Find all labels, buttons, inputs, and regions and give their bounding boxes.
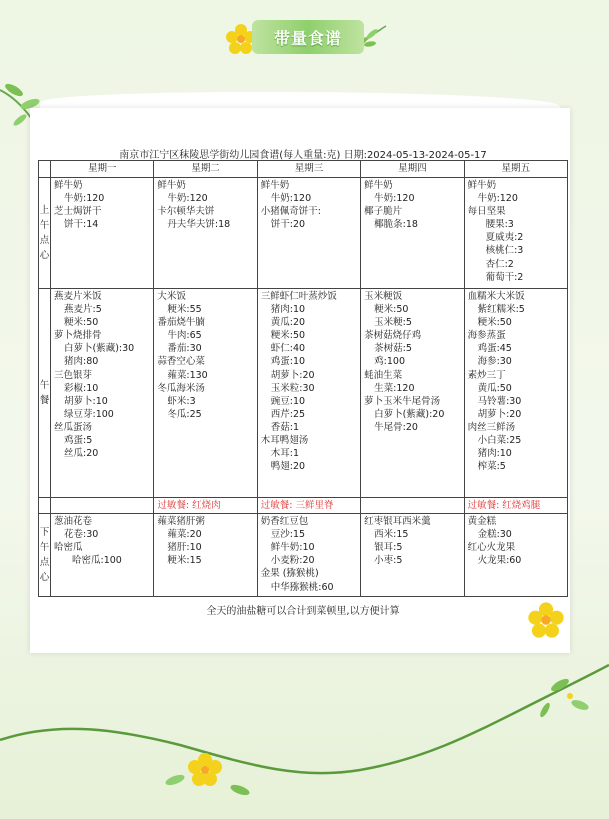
meal-row xyxy=(39,498,568,514)
menu-line: 火龙果:60 xyxy=(477,555,522,567)
meal-label-char: 上 xyxy=(39,205,50,216)
menu-line: 哈密瓜:100 xyxy=(72,555,122,567)
meal-label xyxy=(39,514,51,597)
menu-line: 鲜牛奶 xyxy=(260,180,290,191)
flower-icon-right xyxy=(526,600,566,640)
menu-line: 牛奶:120 xyxy=(374,193,415,205)
menu-line: 番茄:30 xyxy=(167,343,202,355)
menu-line: 茶树菇:5 xyxy=(374,343,412,355)
menu-line: 白萝卜(紫藏):30 xyxy=(64,343,135,355)
menu-line: 芝士焗饼干 xyxy=(54,206,102,218)
corner-cell xyxy=(39,161,51,178)
menu-line: 椰子脆片 xyxy=(364,206,403,218)
meal-label-char: 心 xyxy=(39,250,50,261)
menu-line: 虾米:3 xyxy=(167,395,196,407)
menu-line: 小猪佩奇饼干: xyxy=(260,206,321,218)
menu-line xyxy=(54,499,150,512)
menu-cell xyxy=(464,178,567,289)
menu-line: 绿豆芽:100 xyxy=(64,408,114,420)
menu-line: 饼干:20 xyxy=(270,219,306,231)
menu-line: 丹夫华夫饼:18 xyxy=(167,219,231,231)
menu-line: 肉丝三鲜汤 xyxy=(467,421,516,433)
menu-line: 粳米:50 xyxy=(64,317,99,329)
menu-line: 胡萝卜:10 xyxy=(64,395,108,407)
menu-cell xyxy=(257,514,360,597)
menu-line: 生菜:120 xyxy=(374,382,415,394)
menu-line: 玉米粳饭 xyxy=(364,291,403,302)
menu-line: 素炒三丁 xyxy=(467,369,506,381)
allergy-cell xyxy=(51,498,154,514)
menu-line: 椰脆条:18 xyxy=(374,219,418,231)
meal-label-char: 点 xyxy=(39,557,50,569)
menu-cell xyxy=(154,178,257,289)
menu-line: 冬瓜海米汤 xyxy=(157,382,205,394)
day-header: 星期五 xyxy=(464,161,567,178)
menu-line: 血糯米大米饭 xyxy=(467,291,525,302)
menu-line: 茶树菇烧仔鸡 xyxy=(364,330,422,342)
menu-line: 胡萝卜:20 xyxy=(477,408,522,420)
meal-label-char: 下 xyxy=(39,527,50,539)
menu-cell xyxy=(51,514,154,597)
menu-line: 鸡蛋:5 xyxy=(64,435,93,447)
menu-line: 牛尾骨:20 xyxy=(374,421,418,433)
meal-row xyxy=(39,289,568,498)
menu-line: 蒜香空心菜 xyxy=(157,356,205,368)
menu-line: 西米:15 xyxy=(374,529,409,541)
menu-cell xyxy=(464,289,567,498)
menu-line: 金果 (猕猴桃) xyxy=(260,568,319,580)
menu-line: 卡尔顿华夫饼 xyxy=(157,206,215,218)
menu-line: 大米饭 xyxy=(157,291,186,302)
menu-line: 粳米:50 xyxy=(374,304,409,316)
menu-cell xyxy=(51,178,154,289)
menu-line: 饼干:14 xyxy=(64,219,99,231)
menu-line: 丝瓜:20 xyxy=(64,448,99,460)
menu-line: 猪肝:10 xyxy=(167,542,202,554)
menu-line: 小麦粉:20 xyxy=(270,555,315,567)
menu-line: 过敏餐: 三鲜里脊 xyxy=(260,500,334,511)
menu-line: 杏仁:2 xyxy=(485,258,514,270)
menu-line: 葱油花卷 xyxy=(54,516,93,528)
page-title: 带量食谱 xyxy=(252,20,364,54)
menu-line: 胡萝卜:20 xyxy=(270,369,315,381)
menu-line: 木耳:1 xyxy=(270,448,300,460)
menu-line: 白萝卜(紫藏):20 xyxy=(374,408,445,420)
menu-line: 过敏餐: 红烧鸡腿 xyxy=(467,500,541,511)
menu-line: 猪肉:10 xyxy=(477,448,512,460)
day-header: 星期三 xyxy=(257,161,360,178)
menu-line: 蕹菜猪肝粥 xyxy=(157,516,205,528)
meal-label-char: 点 xyxy=(39,235,50,246)
day-header: 星期二 xyxy=(154,161,257,178)
day-header: 星期四 xyxy=(361,161,464,178)
menu-line: 每日坚果 xyxy=(467,206,506,218)
menu-cell xyxy=(361,178,464,289)
menu-line: 黄瓜:50 xyxy=(477,382,512,394)
menu-line: 紫红糯米:5 xyxy=(477,304,525,316)
allergy-cell xyxy=(464,498,567,514)
menu-line: 花卷:30 xyxy=(64,529,99,541)
menu-line: 金糕:30 xyxy=(477,529,512,541)
menu-line: 鲜牛奶 xyxy=(467,180,497,191)
meal-label-char: 心 xyxy=(39,572,50,584)
menu-line: 三鲜虾仁叶蒸炒饭 xyxy=(260,291,337,302)
menu-line: 冬瓜:25 xyxy=(167,408,202,420)
menu-line: 猪肉:80 xyxy=(64,356,99,368)
weekly-menu-table xyxy=(38,160,568,597)
meal-row xyxy=(39,178,568,289)
meal-label xyxy=(39,498,51,514)
menu-line: 马铃薯:30 xyxy=(477,395,522,407)
meal-label-char: 午 xyxy=(39,380,50,391)
menu-cell xyxy=(51,289,154,498)
menu-line: 奶香红豆包 xyxy=(260,516,309,528)
meal-label-char: 餐 xyxy=(39,395,50,406)
menu-line: 鲜牛奶 xyxy=(54,180,83,191)
meal-row xyxy=(39,514,568,597)
menu-line: 鸡:100 xyxy=(374,356,406,368)
menu-cell xyxy=(154,289,257,498)
menu-line: 夏威夷:2 xyxy=(485,232,524,244)
menu-line: 鲜牛奶:10 xyxy=(270,542,315,554)
menu-cell xyxy=(361,289,464,498)
menu-line: 红枣银耳西米羹 xyxy=(364,516,431,528)
menu-line: 红心火龙果 xyxy=(467,542,516,554)
menu-line: 燕麦片:5 xyxy=(64,304,102,316)
menu-line: 蕹菜:130 xyxy=(167,369,208,381)
meal-label xyxy=(39,178,51,289)
meal-label xyxy=(39,289,51,498)
menu-line: 哈密瓜 xyxy=(54,542,83,554)
menu-line: 玉米粒:30 xyxy=(270,382,315,394)
allergy-cell xyxy=(257,498,360,514)
menu-line: 黄金糕 xyxy=(467,516,497,528)
menu-line: 粳米:15 xyxy=(167,555,202,567)
menu-line: 香菇:1 xyxy=(270,421,300,433)
menu-line: 蚝油生菜 xyxy=(364,369,403,381)
menu-line: 小枣:5 xyxy=(374,555,403,567)
menu-line: 虾仁:40 xyxy=(270,343,306,355)
menu-line: 海参蒸蛋 xyxy=(467,330,506,342)
menu-line: 腰果:3 xyxy=(485,219,514,231)
menu-line: 西芹:25 xyxy=(270,408,306,420)
menu-line xyxy=(364,499,460,512)
menu-line: 彩椒:10 xyxy=(64,382,99,394)
menu-line: 粳米:55 xyxy=(167,304,202,316)
menu-line: 牛奶:120 xyxy=(477,193,518,205)
menu-line: 牛奶:120 xyxy=(270,193,312,205)
menu-line: 猪肉:10 xyxy=(270,304,306,316)
menu-line: 葡萄干:2 xyxy=(485,271,524,283)
meal-label-char: 午 xyxy=(39,542,50,554)
menu-line: 萝卜玉米牛尾骨汤 xyxy=(364,395,441,407)
menu-line: 鸡蛋:10 xyxy=(270,356,306,368)
menu-line: 过敏餐: 红烧肉 xyxy=(157,500,221,511)
menu-line: 萝卜烧排骨 xyxy=(54,330,102,342)
menu-line: 海参:30 xyxy=(477,356,512,368)
menu-line: 蕹菜:20 xyxy=(167,529,202,541)
menu-line: 鲜牛奶 xyxy=(157,180,186,191)
menu-line: 榨菜:5 xyxy=(477,461,506,473)
menu-caption: 南京市江宁区秣陵思学街幼儿园食谱(每人重量:克) 日期:2024-05-13-2024-05-17 xyxy=(119,150,487,161)
menu-line: 豌豆:10 xyxy=(270,395,306,407)
menu-line: 粳米:50 xyxy=(270,330,306,342)
menu-line: 豆沙:15 xyxy=(270,529,306,541)
footer-note: 全天的油盐糖可以合计到菜顿里,以方便计算 xyxy=(206,606,400,617)
menu-line: 木耳鸭翅汤 xyxy=(260,435,309,447)
menu-line: 鸡蛋:45 xyxy=(477,343,512,355)
menu-line: 三色银芽 xyxy=(54,369,93,381)
menu-line: 黄瓜:20 xyxy=(270,317,306,329)
menu-line: 牛奶:120 xyxy=(167,193,208,205)
table-header-row xyxy=(39,161,568,178)
menu-line: 中华猕猴桃:60 xyxy=(270,581,334,593)
menu-line: 牛肉:65 xyxy=(167,330,202,342)
vine-decoration xyxy=(0,660,609,819)
menu-line: 鸭翅:20 xyxy=(270,461,306,473)
day-header: 星期一 xyxy=(51,161,154,178)
menu-line: 燕麦片米饭 xyxy=(54,291,102,302)
menu-cell xyxy=(154,514,257,597)
menu-line: 鲜牛奶 xyxy=(364,180,393,191)
menu-line: 牛奶:120 xyxy=(64,193,105,205)
menu-cell xyxy=(464,514,567,597)
meal-label-char: 午 xyxy=(39,220,50,231)
menu-line: 番茄烧牛腩 xyxy=(157,317,205,329)
menu-line: 小白菜:25 xyxy=(477,435,522,447)
allergy-cell xyxy=(154,498,257,514)
menu-line: 银耳:5 xyxy=(374,542,403,554)
menu-line: 粳米:50 xyxy=(477,317,512,329)
menu-line: 玉米粳:5 xyxy=(374,317,412,329)
menu-line: 丝瓜蛋汤 xyxy=(54,421,93,433)
allergy-cell xyxy=(361,498,464,514)
menu-cell xyxy=(257,178,360,289)
menu-cell xyxy=(361,514,464,597)
menu-cell xyxy=(257,289,360,498)
menu-line: 核桃仁:3 xyxy=(485,245,524,257)
